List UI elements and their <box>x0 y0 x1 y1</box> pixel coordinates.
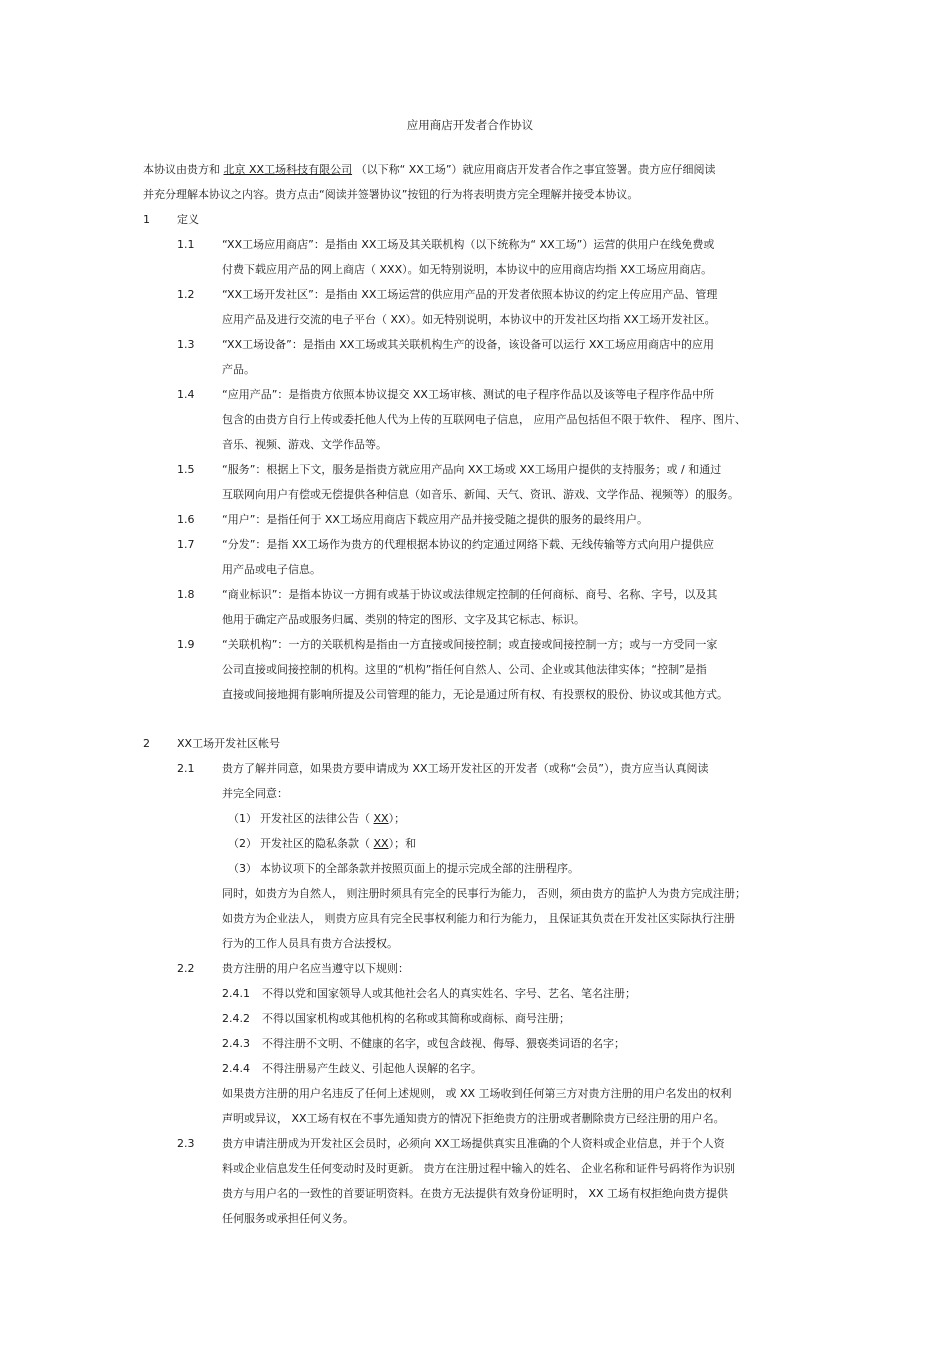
item-line: 音乐、视频、游戏、文学作品等。 <box>222 438 387 451</box>
item-line: “服务”：根据上下文，服务是指贵方就应用产品向 XX工场或 XX工场用户提供的支持服务；或 / 和通过 <box>222 463 722 476</box>
item-line: 应用产品及进行交流的电子平台（ XX）。如无特别说明，本协议中的开发社区均指 XX工场开发社区。 <box>222 313 716 326</box>
section-1-heading: 定义 <box>177 213 199 226</box>
rule-text: 不得注册不文明、不健康的名字，或包含歧视、侮辱、猥亵类词语的名字； <box>262 1037 625 1050</box>
item-line: 同时，如贵方为自然人， 则注册时须具有完全的民事行为能力， 否则，须由贵方的监护人为贵方完成注册； <box>222 887 746 900</box>
item-line: 直接或间接地拥有影响所提及公司管理的能力，无论是通过所有权、有投票权的股份、协议或其他方式。 <box>222 688 728 701</box>
intro-prefix: 本协议由贵方和 <box>143 163 220 176</box>
item-line: “XX工场开发社区”：是指由 XX工场运营的供应用产品的开发者依照本协议的约定上传应用产品、管理 <box>222 288 718 301</box>
item-number: 1.8 <box>177 588 195 601</box>
item-line: 产品。 <box>222 363 255 376</box>
item-number: 1.1 <box>177 238 195 251</box>
item-line: 公司直接或间接控制的机构。这里的“机构”指任何自然人、公司、企业或其他法律实体；“控制”是指 <box>222 663 707 676</box>
item-number: 1.5 <box>177 463 195 476</box>
item-line: 声明或异议， XX工场有权在不事先通知贵方的情况下拒绝贵方的注册或者删除贵方已经注册的用户名。 <box>222 1112 725 1125</box>
rule-number: 2.4.1 <box>222 987 250 1000</box>
intro-line-2: 并充分理解本协议之内容。贵方点击“阅读并签署协议”按钮的行为将表明贵方完全理解并接受本协议。 <box>143 188 639 201</box>
item-line: 并完全同意： <box>222 787 288 800</box>
item-number: 1.2 <box>177 288 195 301</box>
item-line: 互联网向用户有偿或无偿提供各种信息（如音乐、新闻、天气、资讯、游戏、文学作品、视频等）的服务。 <box>222 488 739 501</box>
item-line: “应用产品”：是指贵方依照本协议提交 XX工场审核、测试的电子程序作品以及该等电子程序作品中所 <box>222 388 714 401</box>
item-number: 1.3 <box>177 338 195 351</box>
company-name: 北京 XX工场科技有限公司 <box>223 163 353 176</box>
subitem-privacy-terms: 开发社区的隐私条款（ XX）；和 <box>260 837 417 850</box>
item-line: 付费下载应用产品的网上商店（ XXX）。如无特别说明，本协议中的应用商店均指 XX工场应用商店。 <box>222 263 713 276</box>
item-line: 行为的工作人员具有贵方合法授权。 <box>222 937 398 950</box>
item-line: “XX工场应用商店”：是指由 XX工场及其关联机构（以下统称为“ XX工场”）运营的供用户在线免费或 <box>222 238 715 251</box>
item-line: 用产品或电子信息。 <box>222 563 321 576</box>
privacy-terms-link[interactable]: XX <box>373 837 389 850</box>
rule-text: 不得以国家机构或其他机构的名称或其简称或商标、商号注册； <box>262 1012 570 1025</box>
item-line: “商业标识”：是指本协议一方拥有或基于协议或法律规定控制的任何商标、商号、名称、字号，以及其 <box>222 588 718 601</box>
subitem-legal-notice: 开发社区的法律公告（ XX）； <box>260 812 406 825</box>
rule-text: 不得注册易产生歧义、引起他人误解的名字。 <box>262 1062 482 1075</box>
rule-number: 2.4.2 <box>222 1012 250 1025</box>
item-line: 料或企业信息发生任何变动时及时更新。 贵方在注册过程中输入的姓名、 企业名称和证件号码将作为识别 <box>222 1162 735 1175</box>
subitem-label: （3） <box>228 862 257 875</box>
rule-text: 不得以党和国家领导人或其他社会名人的真实姓名、字号、艺名、笔名注册； <box>262 987 636 1000</box>
section-2-number: 2 <box>143 737 150 750</box>
item-line: 如果贵方注册的用户名违反了任何上述规则， 或 XX 工场收到任何第三方对贵方注册的用户名发出的权利 <box>222 1087 732 1100</box>
document-title: 应用商店开发者合作协议 <box>406 118 534 132</box>
rule-number: 2.4.4 <box>222 1062 250 1075</box>
item-number: 1.9 <box>177 638 195 651</box>
intro-line-1 <box>143 163 716 177</box>
item-line: 贵方申请注册成为开发社区会员时，必须向 XX工场提供真实且准确的个人资料或企业信息，并于个人资 <box>222 1137 725 1150</box>
section-2-heading: XX工场开发社区帐号 <box>177 737 281 750</box>
item-number: 1.6 <box>177 513 195 526</box>
intro-suffix: （以下称“ XX工场”）就应用商店开发者合作之事宜签署。贵方应仔细阅读 <box>355 163 716 176</box>
item-line: 任何服务或承担任何义务。 <box>222 1212 354 1225</box>
item-line: “用户”：是指任何于 XX工场应用商店下载应用产品并接受随之提供的服务的最终用户。 <box>222 513 648 526</box>
item-number: 1.7 <box>177 538 195 551</box>
item-line: 贵方注册的用户名应当遵守以下规则： <box>222 962 409 975</box>
item-line: 贵方与用户名的一致性的首要证明资料。在贵方无法提供有效身份证明时， XX 工场有权拒绝向贵方提供 <box>222 1187 729 1200</box>
subitem-label: （1） <box>228 812 257 825</box>
item-number: 1.4 <box>177 388 195 401</box>
item-number: 2.2 <box>177 962 195 975</box>
item-number: 2.1 <box>177 762 195 775</box>
legal-notice-link[interactable]: XX <box>373 812 389 825</box>
item-line: “分发”：是指 XX工场作为贵方的代理根据本协议的约定通过网络下载、无线传输等方式向用户提供应 <box>222 538 714 551</box>
item-line: 包含的由贵方自行上传或委托他人代为上传的互联网电子信息， 应用产品包括但不限于软件、 程序、图片、 <box>222 413 746 426</box>
item-line: “XX工场设备”：是指由 XX工场或其关联机构生产的设备，该设备可以运行 XX工场应用商店中的应用 <box>222 338 714 351</box>
item-line: 他用于确定产品或服务归属、类别的特定的图形、文字及其它标志、标识。 <box>222 613 585 626</box>
section-1-number: 1 <box>143 213 150 226</box>
rule-number: 2.4.3 <box>222 1037 250 1050</box>
subitem-label: （2） <box>228 837 257 850</box>
item-number: 2.3 <box>177 1137 195 1150</box>
item-line: 如贵方为企业法人， 则贵方应具有完全民事权利能力和行为能力， 且保证其负责在开发社区实际执行注册 <box>222 912 735 925</box>
item-line: “关联机构”：一方的关联机构是指由一方直接或间接控制；或直接或间接控制一方；或与一方受同一家 <box>222 638 718 651</box>
item-line: 贵方了解并同意，如果贵方要申请成为 XX工场开发社区的开发者（或称“会员”），贵方应当认真阅读 <box>222 762 709 775</box>
subitem-registration: 本协议项下的全部条款并按照页面上的提示完成全部的注册程序。 <box>260 862 579 875</box>
